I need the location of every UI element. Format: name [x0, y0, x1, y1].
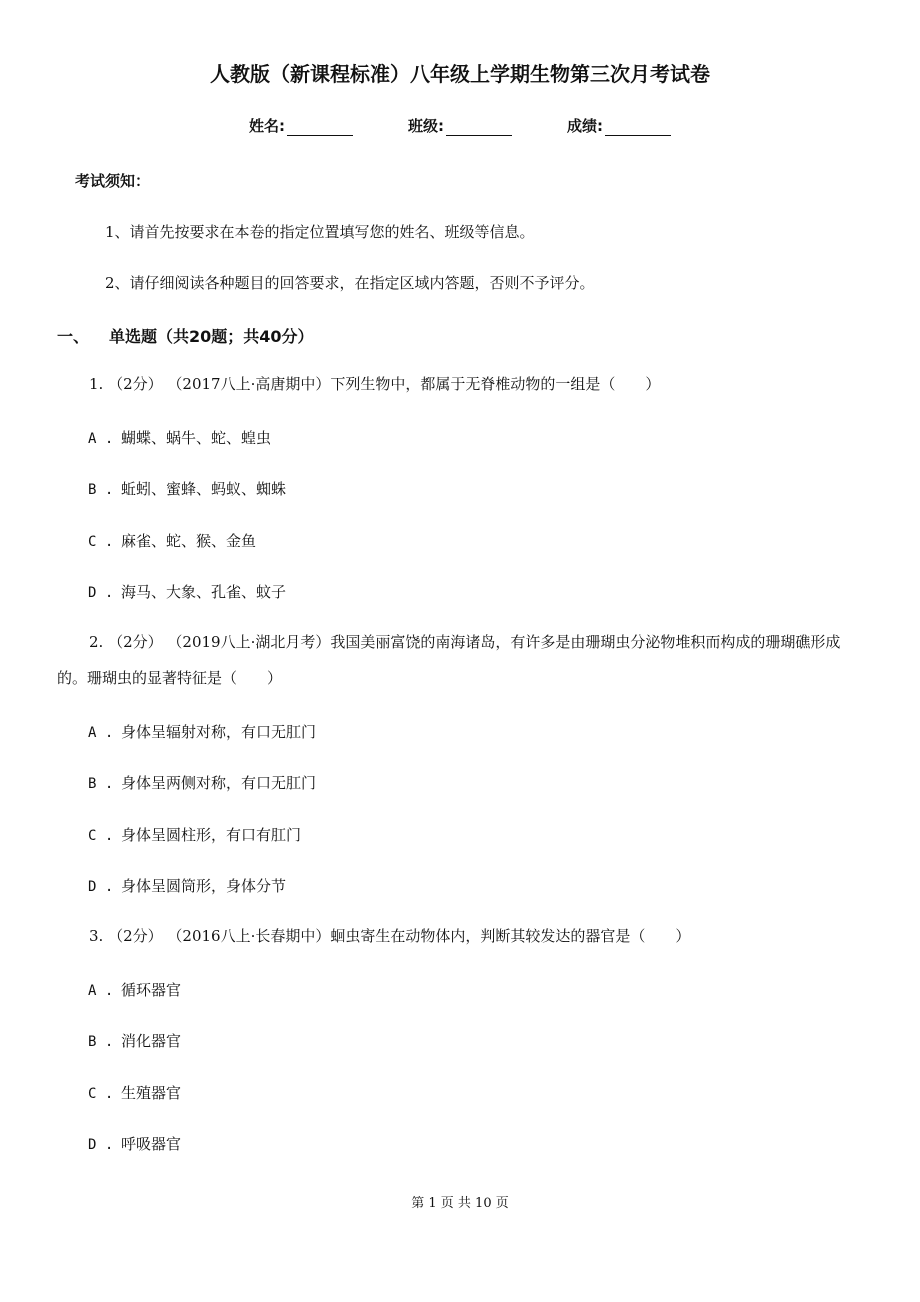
option-letter: C .	[88, 828, 114, 844]
option-a	[88, 979, 181, 1000]
option-text: 身体呈辐射对称，有口无肛门	[121, 723, 317, 741]
student-info-row	[0, 115, 920, 136]
option-letter: B .	[88, 1034, 114, 1050]
page-footer: 第 1 页 共 10 页	[411, 1196, 509, 1211]
score-label: 成绩:	[567, 117, 603, 135]
option-letter: A .	[88, 431, 114, 447]
option-text: 身体呈圆柱形，有口有肛门	[121, 826, 302, 844]
option-b	[88, 772, 316, 793]
option-a	[88, 721, 316, 742]
option-text: 蝴蝶、蜗牛、蛇、蝗虫	[121, 429, 272, 447]
name-label: 姓名:	[249, 117, 285, 135]
option-letter: C .	[88, 1086, 114, 1102]
option-text: 生殖器官	[121, 1084, 182, 1102]
option-text: 蚯蚓、蜜蜂、蚂蚁、蜘蛛	[121, 480, 287, 498]
notice-title: 考试须知：	[75, 172, 151, 190]
option-letter: C .	[88, 534, 114, 550]
option-letter: A .	[88, 983, 114, 999]
question-1	[57, 366, 867, 402]
option-letter: A .	[88, 725, 114, 741]
option-b	[88, 1030, 181, 1051]
class-label: 班级:	[408, 117, 444, 135]
option-text: 身体呈圆筒形，身体分节	[121, 877, 287, 895]
score-blank	[605, 118, 671, 136]
option-text: 呼吸器官	[121, 1135, 182, 1153]
option-c	[88, 1082, 181, 1103]
question-text: （2分） （2017八上·高唐期中）下列生物中，都属于无脊椎动物的一组是（ ）	[108, 375, 661, 393]
score-field	[567, 115, 671, 136]
question-number: 2.	[89, 633, 104, 651]
option-b	[88, 478, 286, 499]
option-a	[88, 427, 271, 448]
question-number: 1.	[89, 375, 104, 393]
option-text: 麻雀、蛇、猴、金鱼	[121, 532, 257, 550]
option-d	[88, 1133, 181, 1154]
option-text: 消化器官	[121, 1032, 182, 1050]
section-number: 一、	[57, 327, 90, 346]
section-heading	[57, 324, 314, 347]
option-c	[88, 824, 301, 845]
option-letter: B .	[88, 776, 114, 792]
section-title: 单选题（共20题；共40分）	[109, 327, 314, 346]
name-blank	[287, 118, 353, 136]
option-text: 身体呈两侧对称，有口无肛门	[121, 774, 317, 792]
option-d	[88, 581, 286, 602]
question-text: （2分） （2016八上·长春期中）蛔虫寄生在动物体内，判断其较发达的器官是（ ）	[108, 927, 691, 945]
option-text: 海马、大象、孔雀、蚊子	[121, 583, 287, 601]
class-blank	[446, 118, 512, 136]
page-title: 人教版（新课程标准）八年级上学期生物第三次月考试卷	[210, 62, 710, 86]
option-letter: B .	[88, 482, 114, 498]
option-c	[88, 530, 256, 551]
option-d	[88, 875, 286, 896]
option-letter: D .	[88, 1137, 114, 1153]
option-letter: D .	[88, 585, 114, 601]
question-3	[57, 918, 867, 954]
question-2	[57, 624, 867, 696]
question-number: 3.	[89, 927, 104, 945]
name-field	[249, 115, 353, 136]
class-field	[408, 115, 512, 136]
option-letter: D .	[88, 879, 114, 895]
option-text: 循环器官	[121, 981, 182, 999]
notice-item: 2、请仔细阅读各种题目的回答要求，在指定区域内答题，否则不予评分。	[105, 274, 595, 292]
notice-item: 1、请首先按要求在本卷的指定位置填写您的姓名、班级等信息。	[105, 223, 535, 241]
question-text: （2分） （2019八上·湖北月考）我国美丽富饶的南海诸岛，有许多是由珊瑚虫分泌物堆积而构成的珊瑚礁形成的。珊瑚虫的显著特征是（ ）	[57, 633, 841, 687]
